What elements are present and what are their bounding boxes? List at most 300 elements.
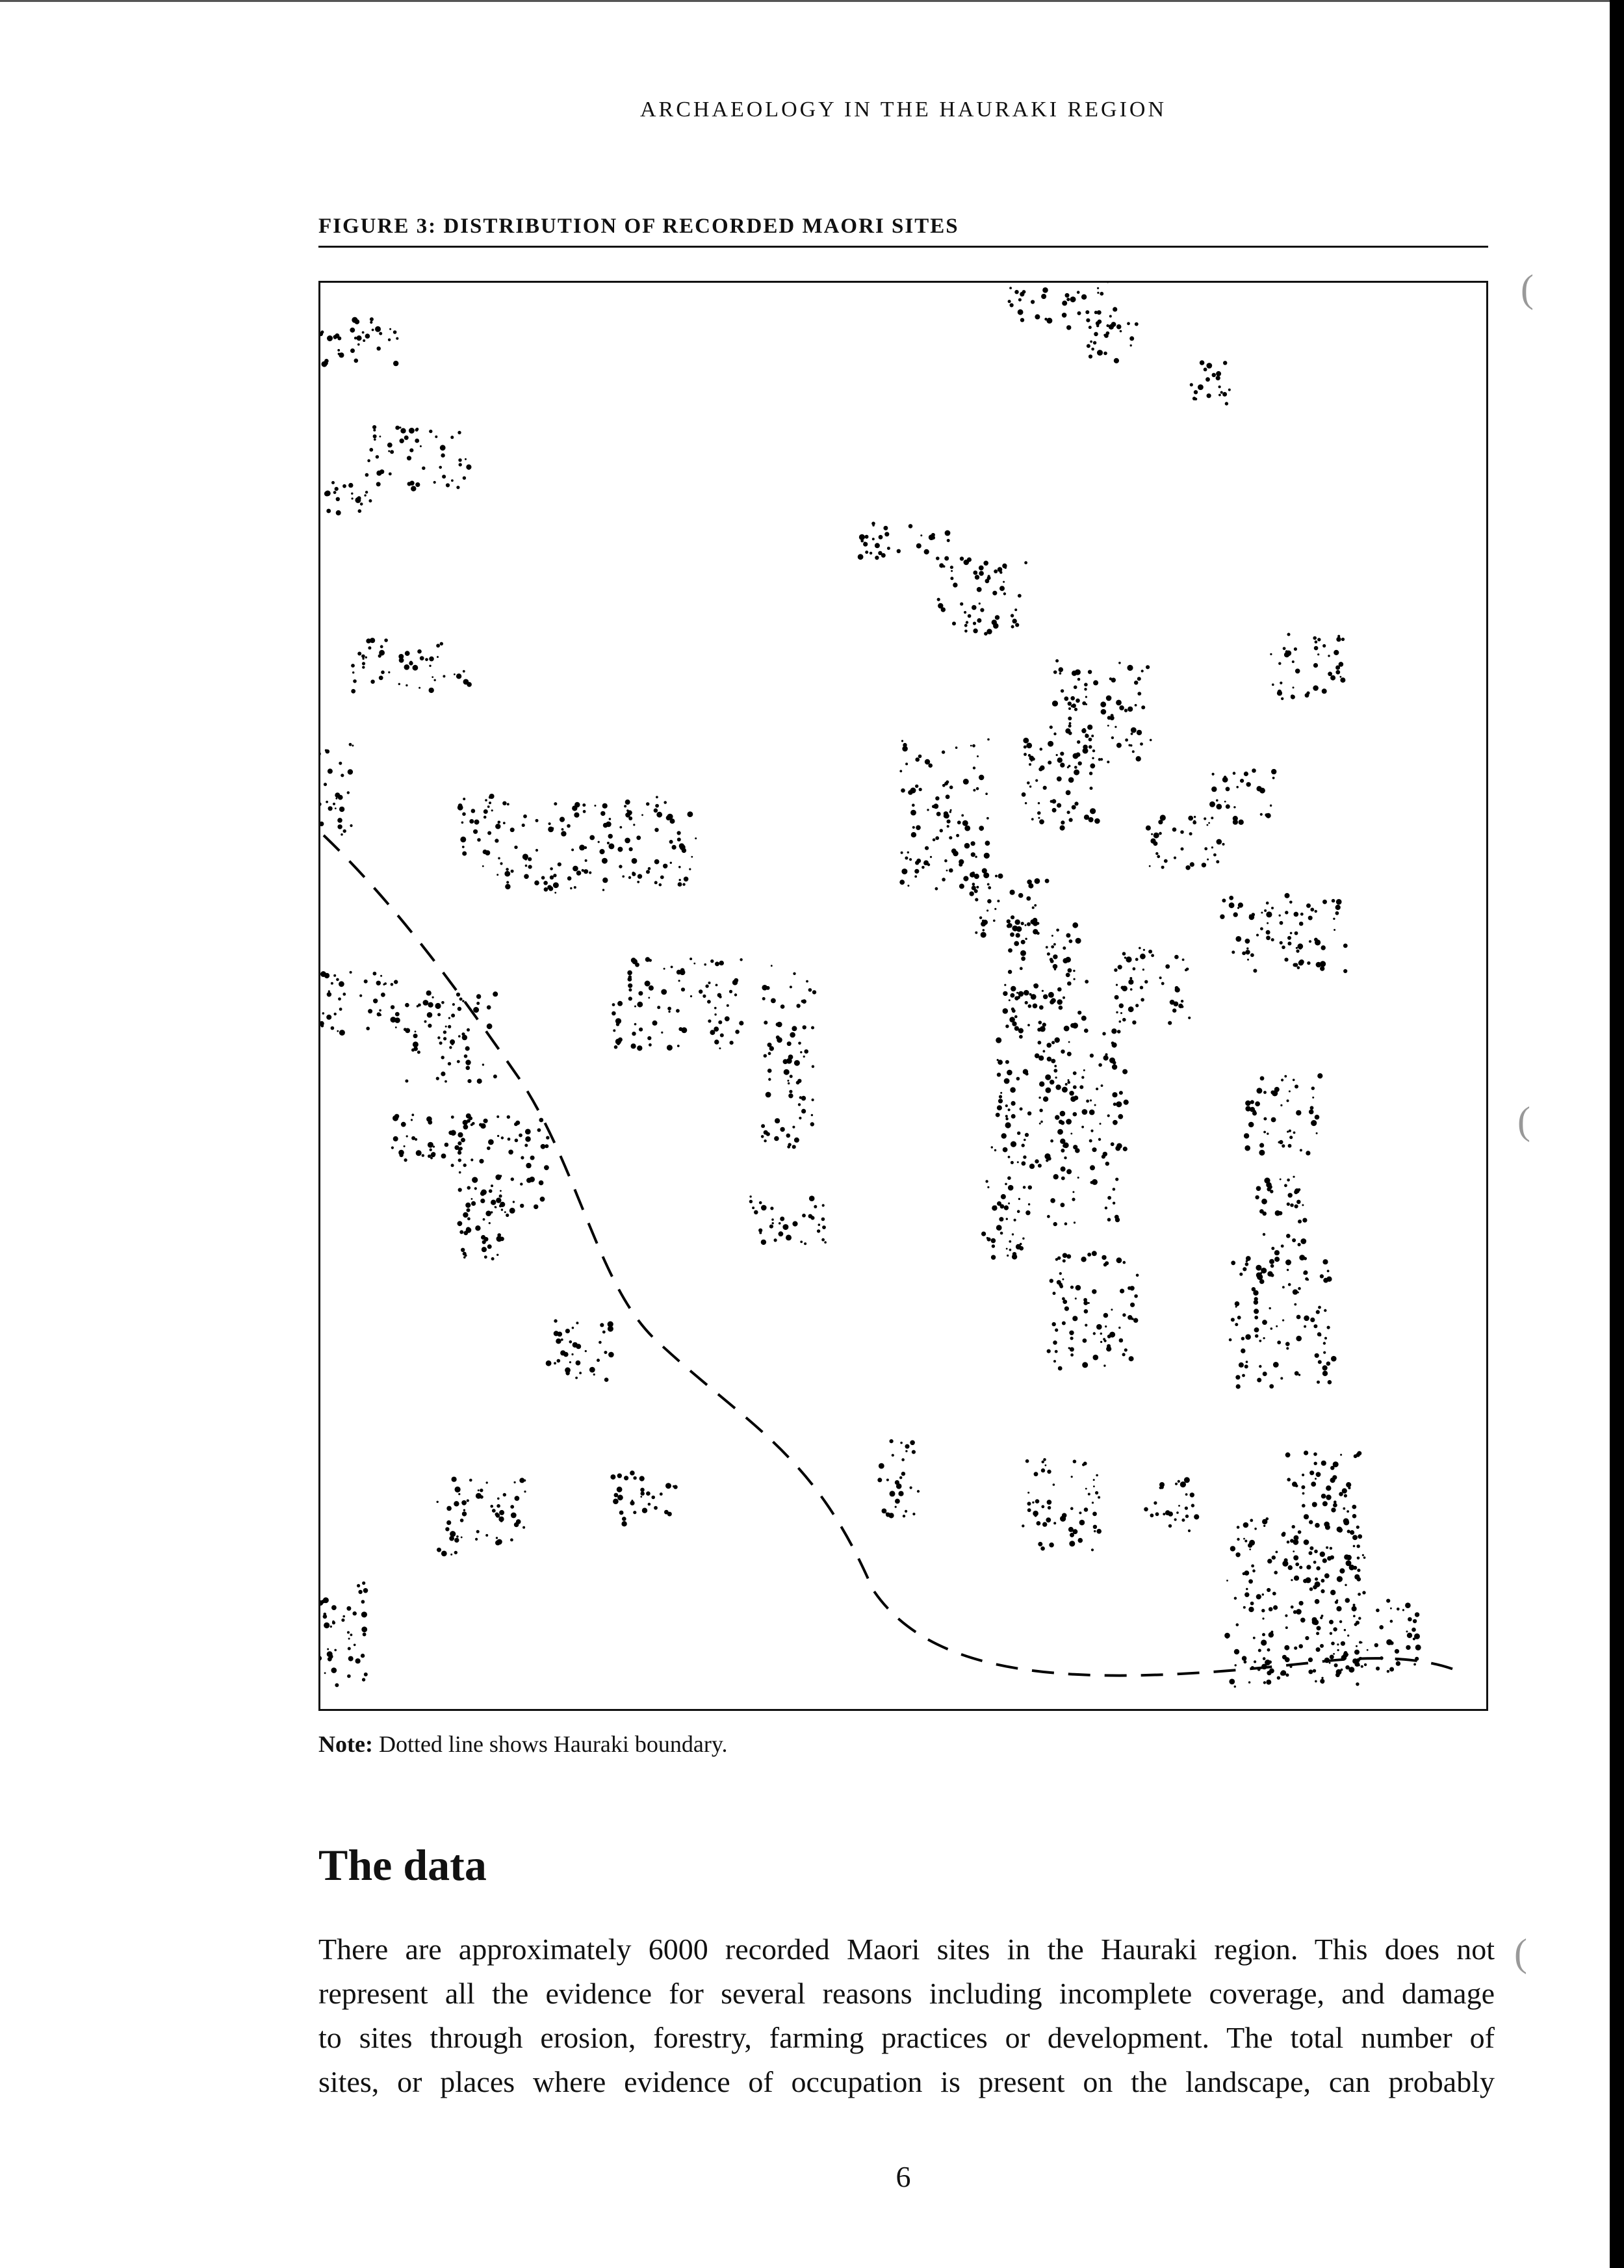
site-dot: [754, 1210, 758, 1215]
site-dot: [786, 1058, 792, 1064]
site-dot: [1045, 879, 1050, 883]
site-dot: [1244, 1660, 1247, 1663]
site-dot: [811, 1026, 814, 1030]
site-dot: [1018, 309, 1024, 315]
site-dot: [1220, 915, 1224, 919]
site-dot: [1027, 922, 1031, 926]
site-dot: [1137, 677, 1141, 681]
site-dot: [1261, 1639, 1267, 1645]
site-dot: [1339, 1492, 1343, 1496]
site-dot: [1244, 1593, 1249, 1597]
site-dot: [1266, 930, 1270, 935]
site-dot: [1092, 1147, 1096, 1152]
site-dot: [480, 1199, 485, 1203]
site-dot: [1007, 1070, 1012, 1076]
site-dot: [442, 475, 446, 478]
site-dot: [1358, 1664, 1360, 1667]
site-dot: [1315, 1578, 1318, 1581]
site-dot: [395, 426, 400, 430]
site-dot: [1174, 955, 1179, 959]
site-dot: [391, 983, 394, 986]
site-dot: [1057, 776, 1062, 781]
site-dot: [1296, 1315, 1301, 1320]
site-dot: [1285, 1673, 1289, 1676]
site-dot: [524, 1491, 526, 1492]
site-dot: [1105, 1325, 1107, 1327]
site-dot: [576, 1322, 578, 1324]
site-dot: [994, 908, 996, 910]
site-dot: [1070, 296, 1076, 302]
site-dot: [789, 1090, 792, 1093]
site-dot: [508, 1150, 513, 1155]
site-dot: [1200, 385, 1202, 387]
site-dot: [1041, 294, 1046, 299]
site-dot: [1069, 1541, 1075, 1546]
site-dot: [1321, 1494, 1326, 1499]
site-dot: [977, 618, 981, 623]
site-dot: [661, 1032, 663, 1034]
note-label: Note:: [318, 1731, 373, 1757]
site-dot: [1357, 1569, 1360, 1572]
site-dot: [1390, 1620, 1393, 1623]
site-dot: [334, 1013, 337, 1015]
site-dot: [1018, 1198, 1020, 1200]
site-dot: [897, 549, 901, 553]
site-dot: [1386, 1599, 1390, 1603]
site-dot: [597, 1359, 600, 1362]
site-dot: [1285, 893, 1290, 898]
site-dot: [633, 1476, 636, 1479]
site-dot: [1128, 1286, 1131, 1290]
site-dot: [660, 876, 664, 880]
site-dot: [923, 860, 929, 865]
site-dot: [715, 961, 719, 966]
site-dot: [632, 872, 636, 876]
site-dot: [507, 1115, 510, 1119]
site-dot: [968, 614, 972, 618]
site-dot: [1090, 1054, 1094, 1058]
site-dot: [1295, 669, 1300, 674]
site-dot: [625, 800, 630, 805]
site-dot: [957, 820, 961, 824]
site-dot: [1014, 996, 1019, 1000]
site-dot: [1244, 1571, 1249, 1576]
site-dot: [366, 1026, 370, 1030]
site-dot: [379, 675, 383, 680]
site-dot: [546, 1136, 549, 1140]
site-dot: [953, 582, 957, 587]
site-dot: [811, 1216, 815, 1220]
site-dot: [445, 1143, 449, 1147]
site-dot: [1055, 1258, 1058, 1260]
site-dot: [1094, 1104, 1096, 1106]
site-dot: [1357, 1577, 1361, 1582]
site-dot: [342, 993, 346, 996]
site-dot: [1129, 1356, 1134, 1361]
site-dot: [1241, 1348, 1245, 1353]
site-dot: [1293, 963, 1296, 967]
site-dot: [632, 1032, 636, 1036]
site-dot: [372, 425, 376, 429]
site-dot: [607, 842, 610, 844]
site-dot: [1415, 1612, 1419, 1617]
site-dot: [489, 1190, 493, 1193]
site-dot: [1107, 1114, 1110, 1117]
site-dot: [388, 339, 391, 341]
site-dot: [1084, 1309, 1089, 1314]
site-dot: [1313, 1561, 1317, 1564]
site-dot: [1205, 377, 1210, 382]
site-dot: [1207, 859, 1209, 861]
site-dot: [636, 835, 641, 840]
site-dot: [971, 852, 975, 857]
site-dot: [1018, 594, 1022, 598]
site-dot: [502, 802, 506, 805]
site-dot: [616, 1023, 619, 1026]
site-dot: [482, 1063, 484, 1065]
site-dot: [949, 836, 952, 839]
site-dot: [1188, 816, 1193, 821]
site-dot: [1067, 1052, 1072, 1056]
site-dot: [1390, 1608, 1392, 1610]
site-dot: [1411, 1628, 1416, 1632]
site-dot: [1257, 1378, 1261, 1383]
site-dot: [1335, 1600, 1338, 1604]
site-dot: [1263, 1131, 1266, 1134]
site-dot: [1065, 293, 1070, 298]
site-dot: [912, 1450, 916, 1454]
site-dot: [1347, 1635, 1349, 1637]
site-dot: [576, 870, 582, 876]
site-dot: [1111, 1028, 1116, 1034]
site-dot: [446, 483, 450, 487]
site-dot: [1260, 1076, 1265, 1081]
site-dot: [1073, 1071, 1077, 1075]
site-dot: [973, 571, 977, 575]
site-dot: [1079, 1520, 1085, 1526]
site-dot: [901, 852, 903, 854]
site-dot: [1305, 1636, 1309, 1640]
site-dot: [1124, 1348, 1128, 1351]
site-dot: [895, 1506, 897, 1508]
site-dot: [1304, 1316, 1309, 1322]
site-dot: [792, 1126, 795, 1128]
site-dot: [1289, 1136, 1293, 1139]
site-dot: [810, 1122, 814, 1126]
site-dot: [368, 499, 372, 502]
site-dot: [1312, 1502, 1317, 1507]
site-dot: [1118, 965, 1122, 969]
site-dot: [1308, 1658, 1313, 1662]
site-dot: [637, 881, 639, 883]
site-dot: [798, 1042, 801, 1045]
site-dot: [667, 1007, 671, 1011]
site-dot: [790, 1075, 793, 1078]
site-dot: [1047, 1215, 1050, 1218]
site-dot: [1014, 1015, 1018, 1019]
site-dot: [1016, 1077, 1020, 1081]
site-dot: [492, 1509, 496, 1513]
site-dot: [946, 794, 950, 799]
site-dot: [1317, 1073, 1322, 1078]
site-dot: [1160, 1485, 1164, 1489]
site-dot: [942, 878, 946, 881]
site-dot: [1344, 1554, 1349, 1559]
site-dot: [1298, 1219, 1302, 1223]
site-dot: [1088, 1493, 1090, 1496]
site-dot: [452, 1477, 457, 1482]
site-dot: [801, 1109, 806, 1114]
site-dot: [792, 1221, 797, 1227]
site-dot: [1278, 662, 1281, 665]
site-dot: [1050, 1080, 1055, 1085]
site-dot: [814, 1205, 817, 1208]
site-dot: [463, 1212, 468, 1218]
site-dot: [916, 543, 922, 549]
site-dot: [1287, 942, 1291, 946]
site-dot: [1306, 904, 1311, 908]
site-dot: [1057, 757, 1063, 763]
site-dot: [1047, 1500, 1052, 1505]
site-dot: [1395, 1649, 1399, 1654]
site-dot: [1090, 808, 1096, 814]
site-dot: [947, 820, 951, 824]
site-dot: [335, 487, 339, 491]
site-dot: [1172, 1008, 1176, 1012]
site-dot: [1188, 1017, 1191, 1019]
site-dot: [625, 838, 630, 844]
site-dot: [534, 1205, 538, 1209]
site-dot: [439, 466, 442, 469]
site-dot: [1285, 1614, 1287, 1617]
site-dot: [752, 1206, 754, 1209]
site-dot: [1089, 745, 1092, 749]
site-dot: [1038, 817, 1040, 819]
site-dot: [1053, 1340, 1057, 1345]
site-dot: [947, 539, 950, 542]
site-dot: [1102, 1032, 1105, 1036]
site-dot: [441, 1154, 446, 1159]
site-dot: [1235, 1323, 1238, 1326]
site-dot: [1120, 1012, 1122, 1014]
site-dot: [622, 1517, 626, 1521]
site-dot: [458, 1151, 461, 1154]
site-dot: [1270, 1090, 1274, 1094]
site-dot: [1244, 772, 1248, 776]
site-dot: [1295, 932, 1298, 935]
site-dot: [1035, 314, 1040, 319]
site-dot: [1056, 754, 1058, 756]
site-dot: [1304, 1539, 1309, 1545]
site-dot: [1270, 1631, 1273, 1634]
site-dot: [1092, 1289, 1096, 1294]
site-dot: [1062, 1279, 1064, 1281]
site-dot: [979, 775, 984, 780]
site-dot: [1003, 1147, 1008, 1153]
site-dot: [1259, 1209, 1264, 1214]
site-dot: [1315, 910, 1317, 913]
site-dot: [771, 998, 776, 1004]
site-dot: [324, 1623, 329, 1628]
site-dot: [935, 887, 938, 891]
site-dot: [337, 349, 340, 352]
site-dot: [1312, 1617, 1317, 1623]
site-dot: [1282, 1144, 1285, 1147]
site-dot: [1352, 1505, 1356, 1509]
site-dot: [554, 1362, 556, 1364]
site-dot: [1059, 672, 1062, 675]
site-dot: [1262, 1519, 1267, 1524]
site-dot: [1352, 1535, 1358, 1540]
site-dot: [387, 443, 393, 448]
site-dot: [1084, 1507, 1089, 1512]
site-dot: [373, 998, 378, 1003]
site-dot: [423, 1000, 429, 1006]
site-dot: [975, 932, 977, 934]
site-dot: [1204, 368, 1207, 372]
site-dot: [1062, 313, 1067, 318]
site-dot: [501, 1208, 503, 1210]
site-dot: [1413, 1663, 1416, 1666]
site-dot: [332, 1621, 335, 1624]
site-dot: [1174, 1519, 1177, 1521]
site-dot: [657, 1006, 660, 1009]
site-dot: [1337, 1649, 1339, 1651]
site-dot: [420, 445, 422, 447]
site-dot: [1287, 1179, 1290, 1182]
site-dot: [979, 917, 982, 919]
site-dot: [1293, 1556, 1298, 1561]
site-dot: [979, 571, 984, 576]
site-dot: [1148, 950, 1152, 954]
site-dot: [1127, 322, 1130, 325]
site-dot: [1122, 1313, 1126, 1316]
site-dot: [648, 997, 650, 999]
site-dot: [1288, 1283, 1291, 1286]
site-dot: [883, 526, 888, 530]
site-dot: [522, 854, 528, 859]
site-dot: [1408, 1617, 1412, 1622]
site-dot: [1315, 1680, 1317, 1683]
site-dot: [1341, 1669, 1343, 1671]
site-dot: [495, 824, 500, 829]
site-dot: [1272, 1556, 1276, 1559]
site-dot: [380, 436, 381, 437]
site-dot: [635, 963, 639, 967]
site-dot: [441, 1056, 445, 1059]
site-dot: [1093, 1479, 1095, 1481]
site-dot: [573, 1342, 578, 1348]
site-dot: [1009, 1249, 1012, 1251]
site-dot: [569, 1340, 573, 1344]
site-dot: [1046, 1043, 1051, 1048]
site-dot: [582, 869, 584, 872]
site-dot: [1119, 1091, 1123, 1095]
site-dot: [973, 766, 975, 769]
site-dot: [350, 348, 355, 353]
site-dot: [589, 871, 591, 874]
site-dot: [1376, 1609, 1380, 1613]
site-dot: [415, 439, 419, 443]
site-dot: [376, 471, 381, 476]
site-dot: [1226, 1636, 1228, 1639]
site-dot: [483, 816, 487, 819]
site-dot: [1281, 1670, 1287, 1676]
site-dot: [1217, 839, 1222, 845]
site-dot: [1074, 978, 1076, 980]
site-dot: [1100, 1333, 1102, 1335]
site-dot: [640, 1496, 642, 1498]
site-dot: [1106, 696, 1112, 701]
site-dot: [396, 337, 398, 340]
site-dot: [455, 1487, 461, 1492]
site-dot: [972, 883, 975, 886]
site-dot: [572, 1327, 574, 1329]
site-dot: [1130, 988, 1133, 991]
site-dot: [370, 317, 374, 321]
site-dot: [1269, 1384, 1274, 1388]
site-dot: [933, 839, 936, 842]
site-dot: [1126, 956, 1131, 962]
site-dot: [920, 534, 922, 536]
site-dot: [339, 352, 344, 358]
site-dot: [1062, 1297, 1065, 1301]
site-dot: [1008, 1108, 1011, 1111]
site-dot: [1027, 1508, 1031, 1512]
site-dot: [1178, 1505, 1180, 1507]
site-dot: [640, 1488, 645, 1492]
site-dot: [1239, 1273, 1243, 1276]
site-dot: [335, 1683, 339, 1687]
site-dot: [404, 1158, 407, 1162]
site-dot: [1005, 1183, 1007, 1186]
site-dot: [1302, 1218, 1307, 1223]
site-dot: [1063, 958, 1068, 963]
site-dot: [1050, 1140, 1053, 1143]
site-dot: [1077, 678, 1081, 681]
site-dot: [1254, 1316, 1258, 1320]
site-dot: [451, 1164, 454, 1167]
site-dot: [1033, 996, 1035, 998]
site-dot: [430, 1149, 432, 1151]
site-dot: [1033, 984, 1036, 987]
site-dot: [1316, 962, 1322, 968]
site-dot: [602, 889, 604, 891]
site-dot: [1012, 1254, 1017, 1259]
site-dot: [1244, 1133, 1249, 1138]
site-dot: [1168, 1021, 1172, 1025]
site-dot: [1107, 1218, 1111, 1222]
site-dot: [491, 1184, 493, 1187]
site-dot: [1234, 1597, 1237, 1600]
site-dot: [997, 1073, 1001, 1076]
site-dot: [671, 966, 673, 969]
site-dot: [1093, 1485, 1095, 1487]
site-dot: [1154, 833, 1159, 839]
site-dot: [415, 482, 420, 487]
site-dot: [1026, 743, 1032, 749]
site-dot: [994, 1149, 996, 1151]
site-dot: [1313, 663, 1318, 668]
site-dot: [1083, 1462, 1087, 1466]
site-dot: [770, 1206, 773, 1210]
page-right-edge: [1610, 0, 1624, 2268]
site-dot: [448, 1025, 451, 1028]
site-dot: [1259, 1340, 1261, 1342]
site-dot: [1042, 287, 1048, 293]
site-dot: [1121, 986, 1125, 990]
site-dot: [1077, 740, 1080, 744]
